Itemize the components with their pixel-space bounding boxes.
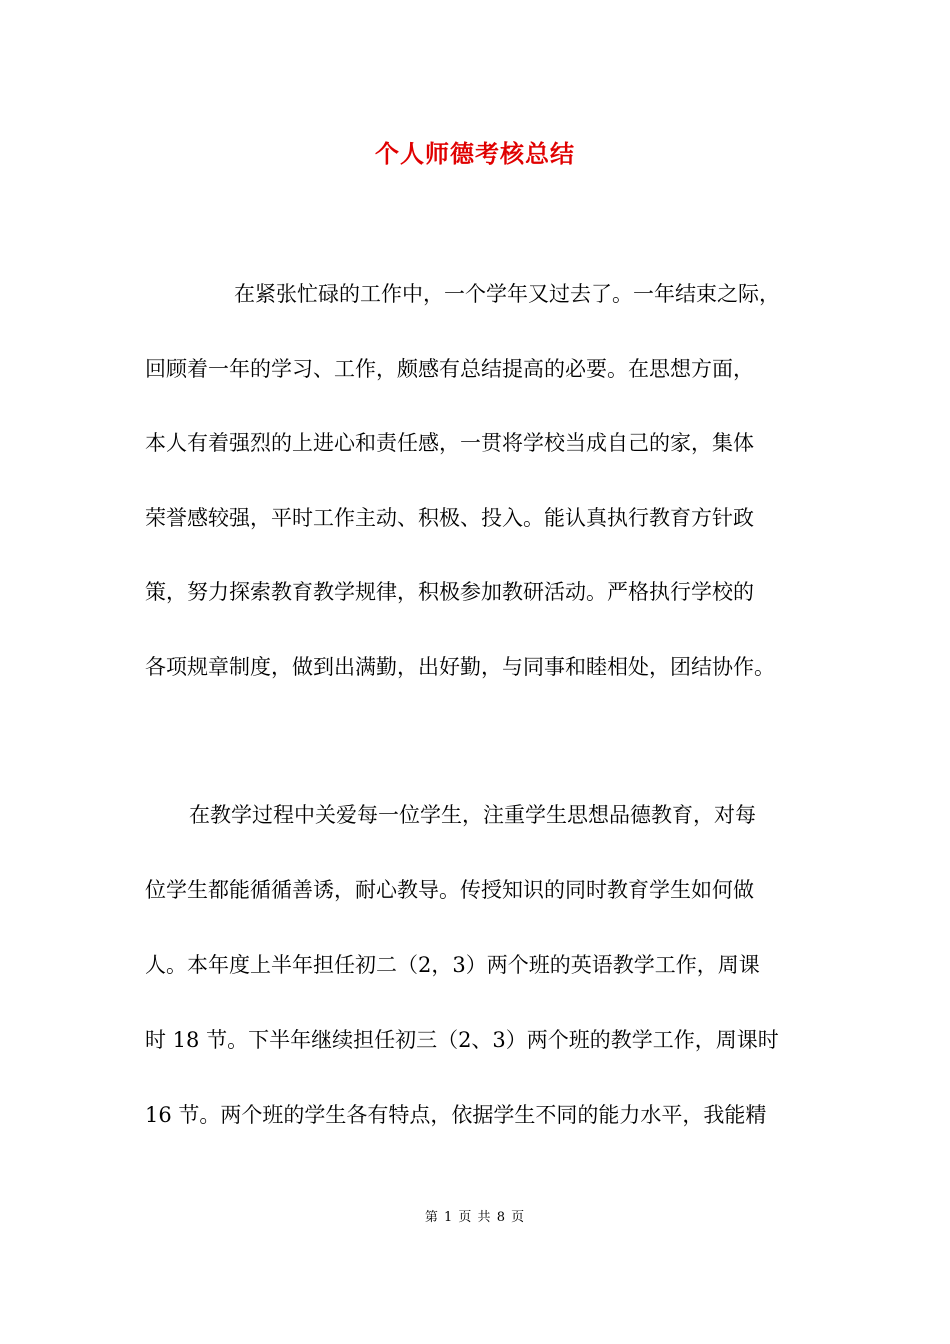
paragraph-line: 时 18 节。下半年继续担任初三（2、3）两个班的教学工作，周课时: [145, 1028, 779, 1052]
paragraph-line: 本人有着强烈的上进心和责任感，一贯将学校当成自己的家，集体: [145, 431, 754, 455]
paragraph-line: 在教学过程中关爱每一位学生，注重学生思想品德教育，对每: [189, 803, 756, 827]
paragraph-line: 16 节。两个班的学生各有特点，依据学生不同的能力水平，我能精: [145, 1103, 767, 1127]
paragraph-line: 人。本年度上半年担任初二（2，3）两个班的英语教学工作，周课: [145, 953, 760, 977]
paragraph-line: 策，努力探索教育教学规律，积极参加教研活动。严格执行学校的: [145, 580, 754, 604]
paragraph-line: 荣誉感较强，平时工作主动、积极、投入。能认真执行教育方针政: [145, 506, 754, 530]
paragraph-line: 各项规章制度，做到出满勤，出好勤，与同事和睦相处，团结协作。: [145, 655, 775, 679]
paragraph-line: 回顾着一年的学习、工作，颇感有总结提高的必要。在思想方面，: [145, 357, 754, 381]
paragraph-line: 在紧张忙碌的工作中，一个学年又过去了。一年结束之际，: [234, 282, 780, 306]
paragraph-line: 位学生都能循循善诱，耐心教导。传授知识的同时教育学生如何做: [145, 878, 754, 902]
document-title: 个人师德考核总结: [375, 139, 575, 168]
page-number-footer: 第 1 页 共 8 页: [424, 1210, 526, 1225]
